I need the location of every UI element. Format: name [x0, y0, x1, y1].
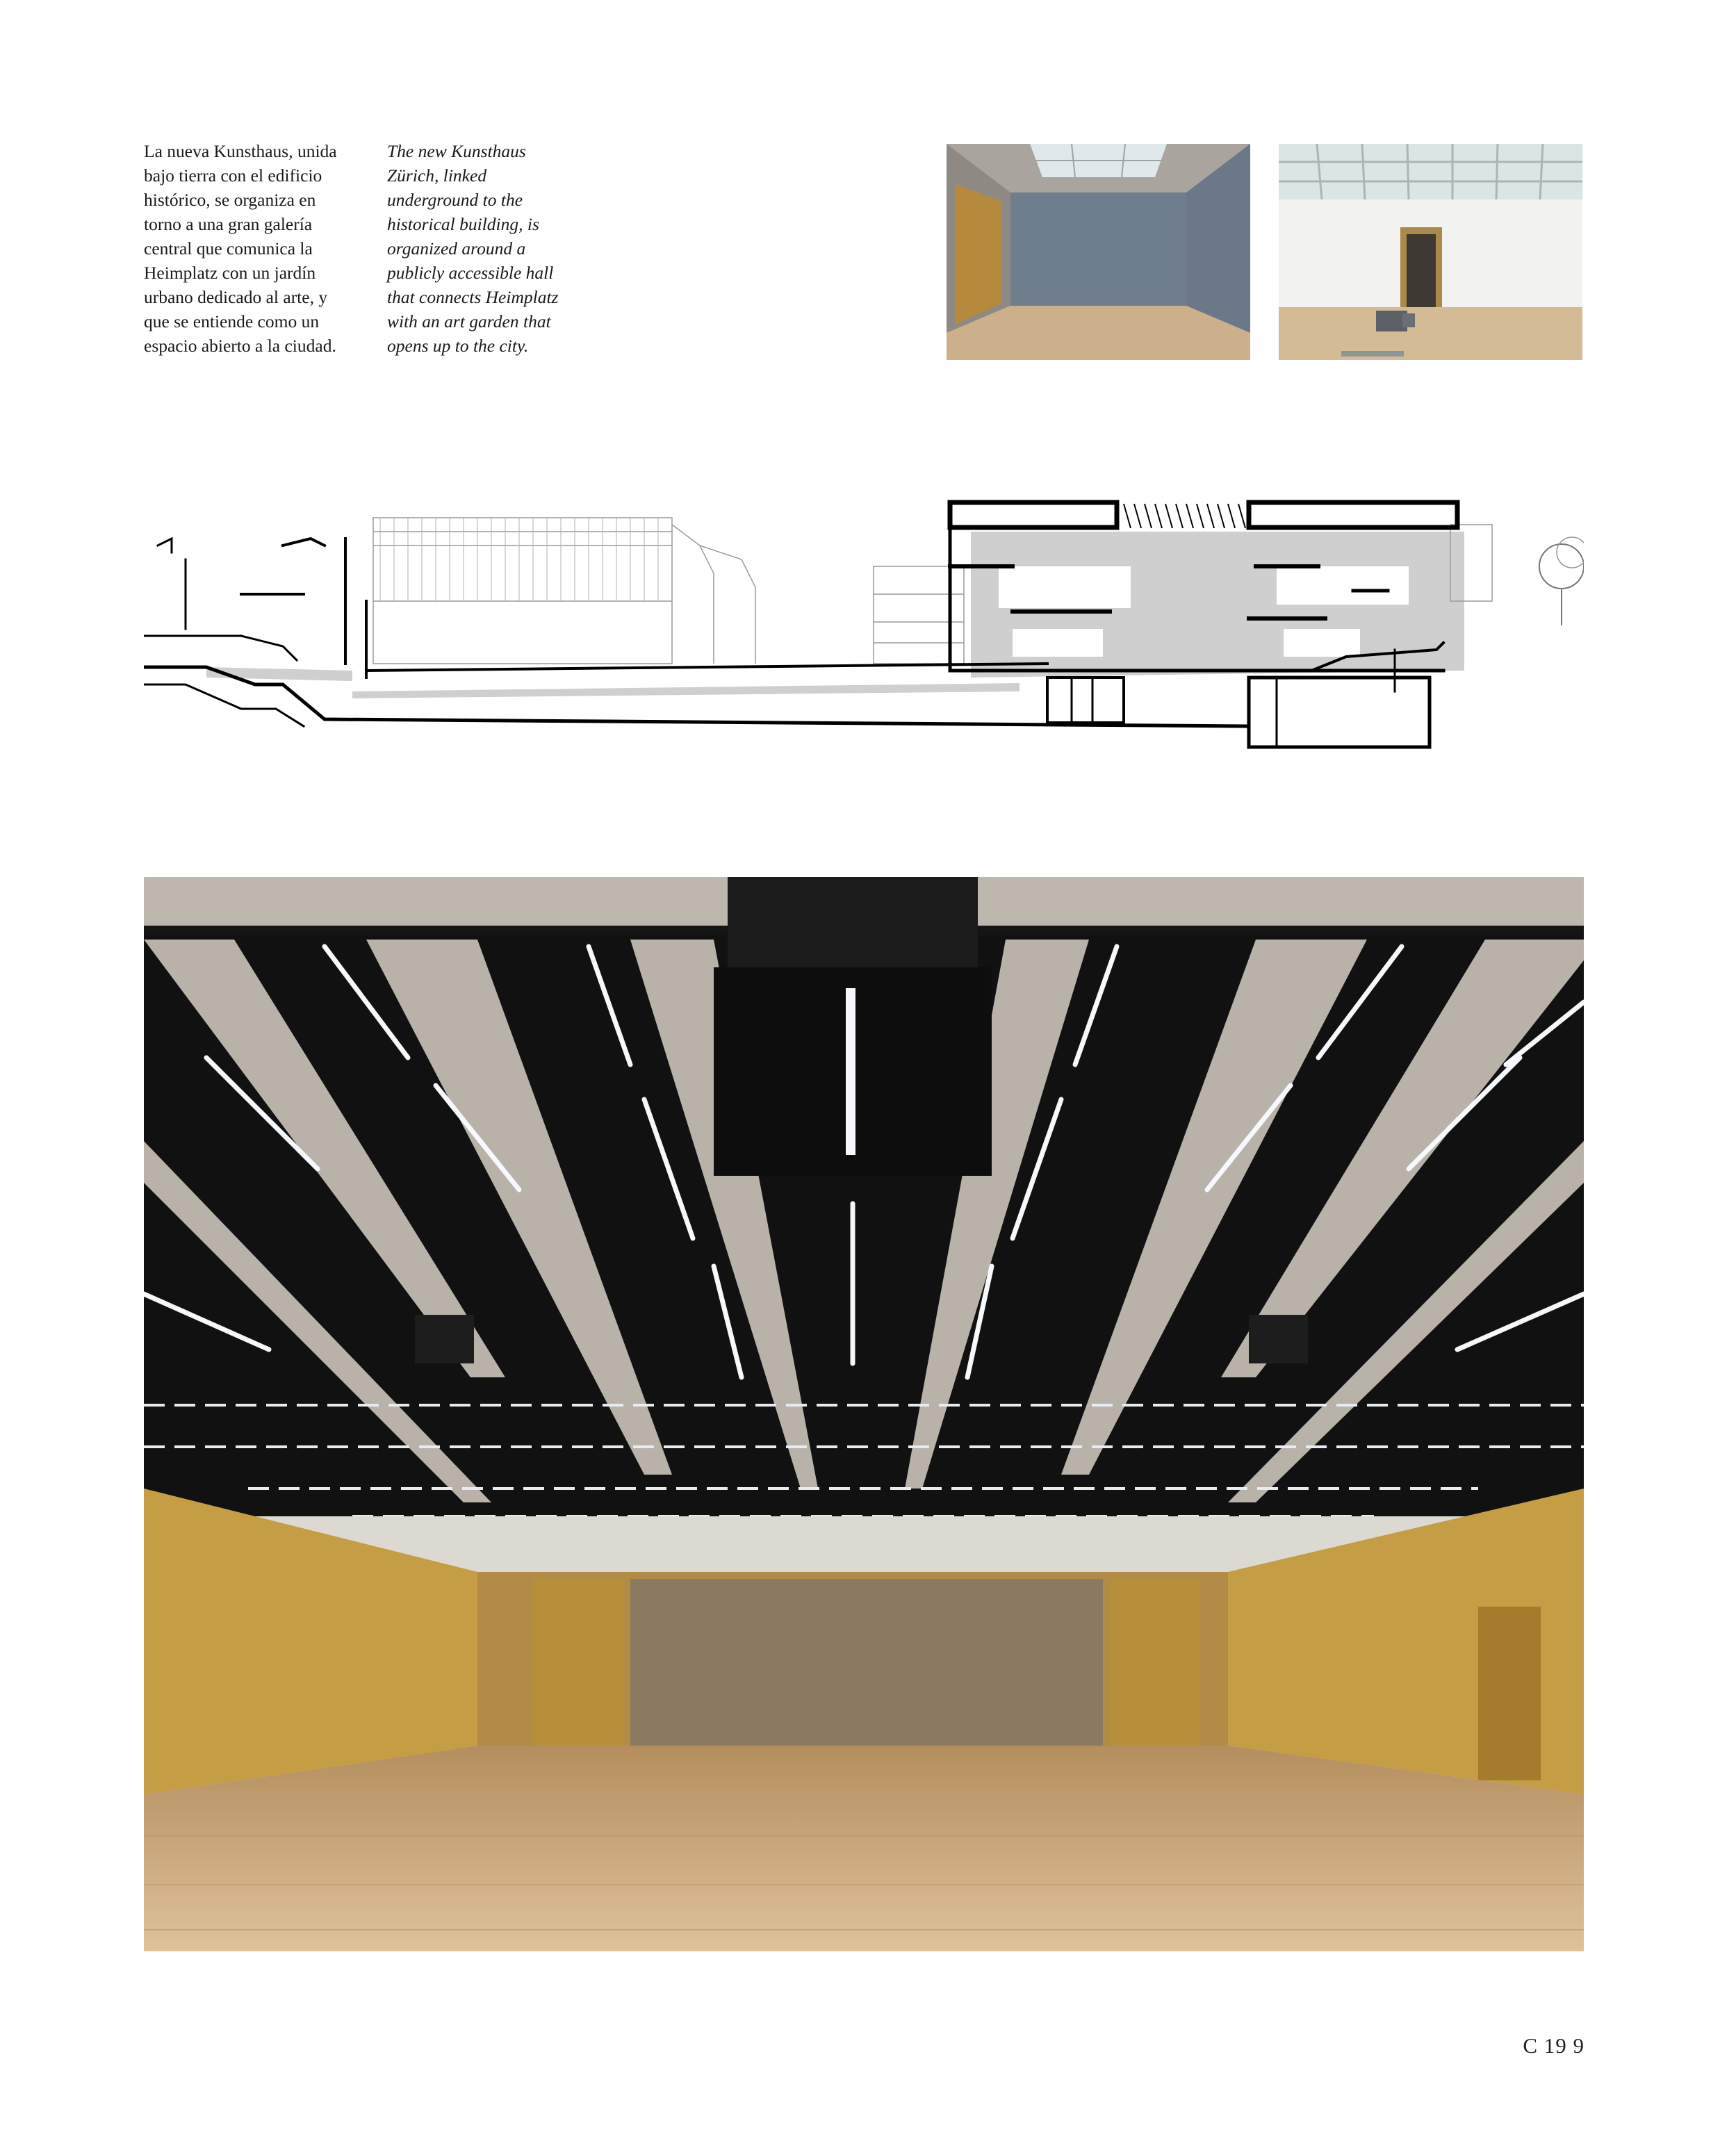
- body-text-english: [387, 139, 603, 358]
- page-number: 9: [1573, 2033, 1584, 2058]
- text-line: central que comunica la: [144, 238, 313, 259]
- text-line: that connects Heimplatz: [387, 287, 559, 307]
- text-line: bajo tierra con el edificio: [144, 165, 322, 186]
- text-line: underground to the: [387, 190, 523, 210]
- folio-prefix: C 19: [1523, 2033, 1567, 2058]
- gallery-photo-white-room: [1279, 144, 1582, 360]
- text-line: urbano dedicado al arte, y: [144, 287, 328, 307]
- text-line: opens up to the city.: [387, 336, 529, 356]
- text-line: Zürich, linked: [387, 165, 487, 186]
- building-section-drawing: [144, 462, 1584, 768]
- text-line: torno a una gran galería: [144, 214, 313, 234]
- page-folio: [1487, 2033, 1584, 2058]
- text-line: que se entiende como un: [144, 311, 320, 331]
- text-line: with an art garden that: [387, 311, 551, 331]
- text-line: histórico, se organiza en: [144, 190, 316, 210]
- hall-photo: [144, 877, 1584, 1951]
- text-line: espacio abierto a la ciudad.: [144, 336, 336, 356]
- text-line: La nueva Kunsthaus, unida: [144, 141, 337, 161]
- text-line: organized around a: [387, 238, 526, 259]
- text-line: Heimplatz con un jardín: [144, 263, 316, 283]
- gallery-photo-blue-room: [947, 144, 1250, 360]
- text-line: historical building, is: [387, 214, 539, 234]
- text-line: publicly accessible hall: [387, 263, 554, 283]
- text-line: The new Kunsthaus: [387, 141, 526, 161]
- body-text-spanish: [144, 139, 373, 358]
